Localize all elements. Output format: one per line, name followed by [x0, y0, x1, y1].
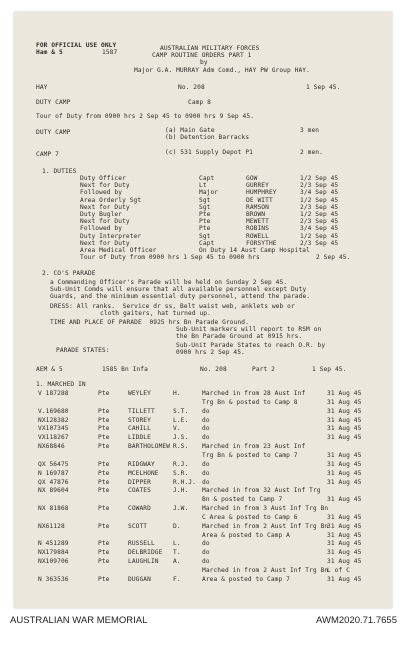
roster-rank: Pte	[98, 390, 110, 397]
duty-rank: Pte	[199, 225, 211, 233]
roster-note: do	[202, 425, 210, 433]
roster-name: BARTHOLOMEW	[128, 443, 171, 451]
roster-date: 31 Aug 45	[327, 425, 362, 433]
parade-line-3: Guards, and the minimum essential duty personnel, attend the parade.	[50, 293, 311, 300]
issuer: Major G.A. MURRAY Adm Comd., HAY PW Group HAY.	[134, 67, 310, 74]
duty-role: Duty Interpreter	[80, 232, 142, 240]
roster-date: 31 Aug 45	[327, 522, 362, 530]
archive-footer	[0, 612, 407, 653]
duty-role: Duty Bugler	[80, 211, 123, 218]
roster-rank: Pte	[98, 575, 110, 583]
dress-line-1: DRESS: All ranks. Service dr ss, Belt waist web, anklets web or	[50, 303, 295, 310]
org-title: AUSTRALIAN MILITARY FORCES	[160, 45, 260, 52]
roster-no: NX61128	[38, 522, 65, 530]
roster-init: J.W.	[173, 505, 189, 513]
roster-no: QX 56475	[38, 460, 69, 468]
duty-role: Duty Officer	[80, 175, 126, 182]
duty-name: ROBINS	[246, 225, 269, 233]
duty-date: 3/4 Sep 45	[300, 189, 339, 197]
duty-name: RAMSON	[246, 203, 269, 211]
roster-rank: Pte	[98, 540, 110, 548]
duty-rank: Pte	[199, 218, 211, 226]
roster-name: RIDGWAY	[128, 460, 155, 468]
roster-name: CAHILL	[128, 425, 151, 433]
roster-name: COWARD	[128, 505, 151, 513]
duty-rank: Major	[199, 189, 219, 197]
duty-date: 3/4 Sep 45	[300, 225, 339, 233]
roster-rank: Pte	[98, 522, 110, 530]
roster-date: 31 Aug 45	[327, 398, 362, 406]
by-text: by	[200, 59, 208, 66]
duty-rank: Pte	[199, 211, 211, 218]
duty-role: Next for Duty	[80, 218, 130, 226]
roster-date: 31 Aug 45	[327, 478, 362, 486]
roster-rank: Pte	[98, 469, 110, 477]
roster-no: NX 81868	[38, 505, 69, 513]
place: HAY	[36, 84, 48, 91]
roster-rank: Pte	[98, 487, 110, 495]
roster-rank: Pte	[98, 407, 110, 415]
roster-note: Marched in from 23 Aust Inf	[202, 443, 306, 451]
duty-name: BROWN	[246, 211, 266, 218]
time-line-2: Sub-Unit markers will report to RSM on	[176, 326, 322, 333]
roster-note: Marched in from 2 Aust Inf Trg Bn	[202, 522, 329, 530]
parade-states-label: PARADE STATES:	[56, 347, 110, 354]
roster-date: 31 Aug 45	[327, 451, 362, 459]
roster-note: Marched in from 2 Aust Inf Trg Bn	[202, 567, 329, 574]
roster-note: do	[202, 460, 210, 468]
roster-note: Marched in from 32 Aust Inf Trg	[202, 487, 321, 495]
roster-no: NX68846	[38, 443, 65, 451]
roster-rank: Pte	[98, 460, 110, 468]
roster-rank: Pte	[98, 478, 110, 486]
classification: FOR OFFICIAL USE ONLY	[36, 42, 117, 49]
roster-init: T.	[173, 549, 181, 557]
duty-date: 2/3 Sep 45	[300, 182, 339, 190]
duty-name: MEWETT	[246, 218, 269, 226]
parade-line-1: a Commanding Officer's Parade will be held on Sunday 2 Sep 45.	[50, 279, 288, 286]
roster-no: NX109706	[38, 558, 69, 566]
roster-rank: Pte	[98, 505, 110, 513]
parade-states-1: Sub-Unit Parade States to reach O.R. by	[176, 342, 326, 349]
camp7-label: CAMP 7	[36, 151, 59, 158]
duty-rank: Sgt	[199, 196, 211, 204]
medical-role: Area Medical Officer	[80, 247, 157, 254]
time-line-1: TIME AND PLACE OF PARADE 0925 hrs Bn Parade Ground.	[50, 319, 249, 326]
duty-rank: Sgt	[199, 203, 211, 211]
roster-no: QX 47876	[38, 478, 69, 486]
marched-in-title: 1. MARCHED IN	[36, 381, 86, 388]
roster-init: L.E.	[173, 416, 189, 424]
roster-date: 31 Aug 45	[327, 531, 362, 539]
part2-number: No. 208	[200, 366, 227, 373]
order-number: No. 208	[178, 84, 205, 91]
duty-camp-label: DUTY CAMP	[36, 99, 71, 106]
roster-init: R.S.	[173, 443, 189, 451]
duty-name: DE WITT	[246, 196, 273, 204]
roster-no: NX128382	[38, 416, 69, 424]
roster-name: DIPPER	[128, 478, 151, 486]
roster-note: do	[202, 434, 210, 442]
roster-init: D.	[173, 522, 181, 530]
roster-date: 31 Aug 45	[327, 549, 362, 557]
order-date: 1 Sep 45.	[306, 84, 341, 91]
parade-line-2: Sub-Unit Comds will ensure that all available personnel except Duty	[50, 286, 307, 293]
roster-note: Bn & posted to Camp 7	[202, 496, 283, 504]
roster-no: N 451289	[38, 540, 69, 548]
roster-name: LAUGHLIN	[128, 558, 159, 566]
roster-init: L.	[173, 540, 181, 548]
duty-date: 2/3 Sep 45	[300, 218, 339, 226]
roster-rank: Pte	[98, 549, 110, 557]
duty-date: 2/3 Sep 45	[300, 203, 339, 211]
part2-unit: 1585 Bn Infa	[102, 366, 148, 373]
duty-role: Next for Duty	[80, 203, 130, 211]
roster-note: Area & posted to Camp A	[202, 531, 290, 539]
duty-role: Area Orderly Sgt	[80, 196, 142, 204]
roster-note: Marched in from 28 Aust Inf	[202, 390, 306, 397]
roster-date: 31 Aug 45	[327, 416, 362, 424]
duty-role: Followed by	[80, 189, 123, 197]
medical-value: On Duty 14 Aust Camp Hospital	[199, 247, 310, 254]
roster-date: 31 Aug 45	[327, 558, 362, 566]
roster-name: WEYLEY	[128, 390, 151, 397]
duty-date: 1/2 Sep 45	[300, 175, 339, 182]
roster-rank: Pte	[98, 425, 110, 433]
roster-date: 31 Aug 45	[327, 575, 362, 583]
gate-b: (b) Detention Barracks	[165, 134, 250, 141]
roster-init: A.	[173, 558, 181, 566]
duties-title: 1. DUTIES	[42, 168, 77, 175]
roster-date: 31 Aug 45	[327, 496, 362, 504]
roster-name: COATES	[128, 487, 151, 495]
roster-no: VX107345	[38, 425, 69, 433]
header-number: 1587	[102, 49, 118, 56]
roster-no: V.169680	[38, 407, 69, 415]
roster-init: J.S.	[173, 434, 189, 442]
roster-note: do	[202, 558, 210, 566]
roster-no: NX 89604	[38, 487, 69, 495]
roster-rank: Pte	[98, 416, 110, 424]
part2-label: Part 2	[252, 366, 275, 373]
header-ref: Ham & 5	[36, 49, 63, 56]
roster-name: SCOTT	[128, 522, 148, 530]
duty-name: FORSYTHE	[246, 239, 277, 247]
duty-name: GURREY	[246, 182, 269, 190]
roster-note: Trg Bn & posted to Camp 7	[202, 451, 298, 459]
roster-no: V 187288	[38, 390, 69, 397]
roster-init: F.	[173, 575, 181, 583]
tour-of-duty: Tour of Duty from 0900 hrs 2 Sep 45 to 0900 hrs 9 Sep 45.	[36, 113, 255, 120]
roster-init: V.	[173, 425, 181, 433]
roster-name: DELBRIDGE	[128, 549, 163, 557]
parade-states-2: 0900 hrs 2 Sep 45.	[176, 349, 245, 356]
roster-note: do	[202, 416, 210, 424]
duty-name: HUMPHREY	[246, 189, 277, 197]
footer-accession: AWM2020.71.7655	[316, 615, 397, 626]
roster-note: do	[202, 549, 210, 557]
duty-camp-label-2: DUTY CAMP	[36, 129, 71, 136]
roster-date: L of C	[327, 567, 350, 574]
roster-name: STOREY	[128, 416, 151, 424]
roster-note: do	[202, 478, 210, 486]
roster-init: J.H.	[173, 487, 189, 495]
roster-note: Marched in from 3 Aust Inf Trg Bn	[202, 505, 329, 513]
camp7-c: (c) 531 Supply Depot P1	[165, 149, 253, 156]
roster-rank: Pte	[98, 443, 110, 451]
roster-note: C Area & posted to Camp 6	[202, 513, 298, 521]
duty-rank: Capt	[199, 239, 215, 247]
roster-name: LIDDLE	[128, 434, 151, 442]
roster-note: do	[202, 407, 210, 415]
gate-a: (a) Main Gate	[165, 127, 215, 134]
medical-tour: Tour of Duty from 0900 hrs 1 Sep 45 to 0900 hrs	[80, 254, 260, 261]
parade-title: 2. CO'S PARADE	[42, 270, 96, 277]
duty-name: ROWELL	[246, 232, 269, 240]
part2-date: 1 Sep 45.	[312, 366, 347, 373]
duty-role: Next for Duty	[80, 182, 130, 190]
roster-name: MCELHONE	[128, 469, 159, 477]
duty-rank: Sgt	[199, 232, 211, 240]
roster-no: N 363536	[38, 575, 69, 583]
roster-init: S.R.	[173, 469, 189, 477]
roster-date: 31 Aug 45	[327, 540, 362, 548]
roster-date: 31 Aug 45	[327, 513, 362, 521]
roster-date: 31 Aug 45	[327, 434, 362, 442]
roster-date: 31 Aug 45	[327, 390, 362, 397]
roster-note: Area & posted to Camp 7	[202, 575, 290, 583]
roster-note: Trg Bn & posted to Camp 8	[202, 398, 298, 406]
duty-date: 1/2 Sep 45	[300, 232, 339, 240]
roster-no: VX118267	[38, 434, 69, 442]
duty-rank: Lt	[199, 182, 207, 190]
roster-rank: Pte	[98, 558, 110, 566]
dress-line-2: cloth gaiters, hat turned up.	[100, 310, 211, 317]
duty-date: 1/2 Sep 45	[300, 196, 339, 204]
footer-institution: AUSTRALIAN WAR MEMORIAL	[10, 615, 148, 626]
roster-init: R.H.J.	[173, 478, 196, 486]
orders-title: CAMP ROUTINE ORDERS PART 1	[152, 52, 252, 59]
roster-name: RUSSELL	[128, 540, 155, 548]
roster-no: NX179884	[38, 549, 69, 557]
roster-date: 31 Aug 45	[327, 407, 362, 415]
duty-date: 2/3 Sep 45	[300, 239, 339, 247]
camp7-value: 2 men.	[300, 149, 323, 156]
part2-ref: AEM & 5	[36, 366, 63, 373]
duty-rank: Capt	[199, 175, 215, 182]
roster-note: do	[202, 469, 210, 477]
time-line-3: the Bn Parade Ground at 0915 hrs.	[176, 333, 303, 340]
roster-init: H.	[173, 390, 181, 397]
duty-name: GOW	[246, 175, 258, 182]
roster-no: N 169787	[38, 469, 69, 477]
roster-note: do	[202, 540, 210, 548]
medical-tour-end: 2 Sep 45.	[316, 254, 351, 261]
roster-init: S.T.	[173, 407, 189, 415]
gate-a-value: 3 men	[300, 127, 320, 134]
duty-role: Next for Duty	[80, 239, 130, 247]
duty-camp-value: Camp 8	[188, 99, 211, 106]
roster-date: 31 Aug 45	[327, 469, 362, 477]
roster-init: R.J.	[173, 460, 189, 468]
duty-role: Followed by	[80, 225, 123, 233]
roster-name: DUGGAN	[128, 575, 151, 583]
duty-date: 1/2 Sep 45	[300, 211, 339, 218]
roster-name: TILLETT	[128, 407, 155, 415]
roster-date: 31 Aug 45	[327, 460, 362, 468]
roster-rank: Pte	[98, 434, 110, 442]
